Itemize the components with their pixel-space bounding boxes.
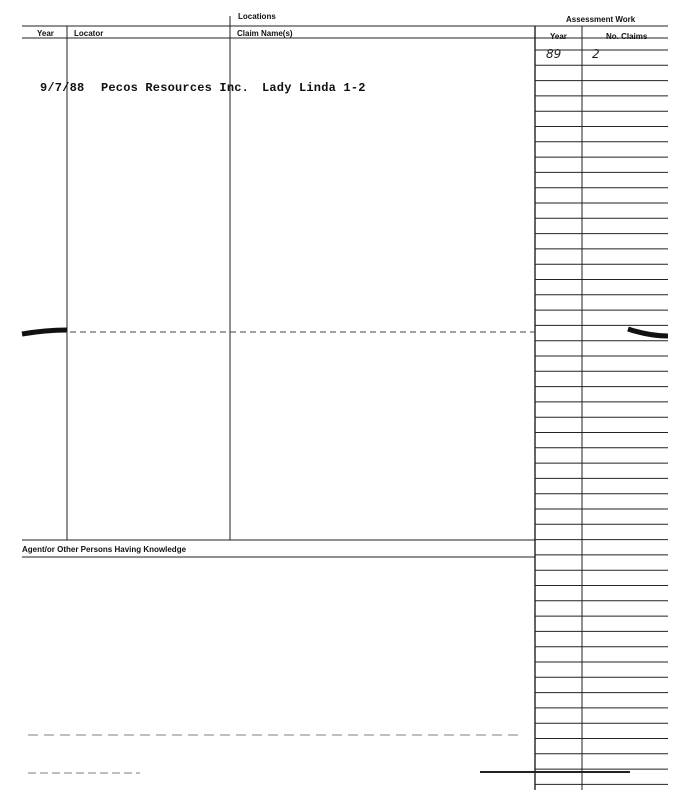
assessment-no-claims: 2	[592, 47, 600, 61]
aw-no-claims-column-header: No. Claims	[606, 32, 648, 41]
assessment-work-header: Assessment Work	[566, 15, 636, 24]
assessment-year: 89	[546, 47, 562, 61]
claim-names-column-header: Claim Name(s)	[237, 29, 293, 38]
location-date: 9/7/88	[40, 81, 85, 95]
aw-year-column-header: Year	[550, 32, 567, 41]
locator-column-header: Locator	[74, 29, 104, 38]
agent-section-label: Agent/or Other Persons Having Knowledge	[22, 545, 187, 554]
locations-header: Locations	[238, 12, 276, 21]
year-column-header: Year	[37, 29, 54, 38]
locator-name: Pecos Resources Inc.	[101, 81, 250, 95]
claim-name: Lady Linda 1-2	[262, 81, 366, 95]
